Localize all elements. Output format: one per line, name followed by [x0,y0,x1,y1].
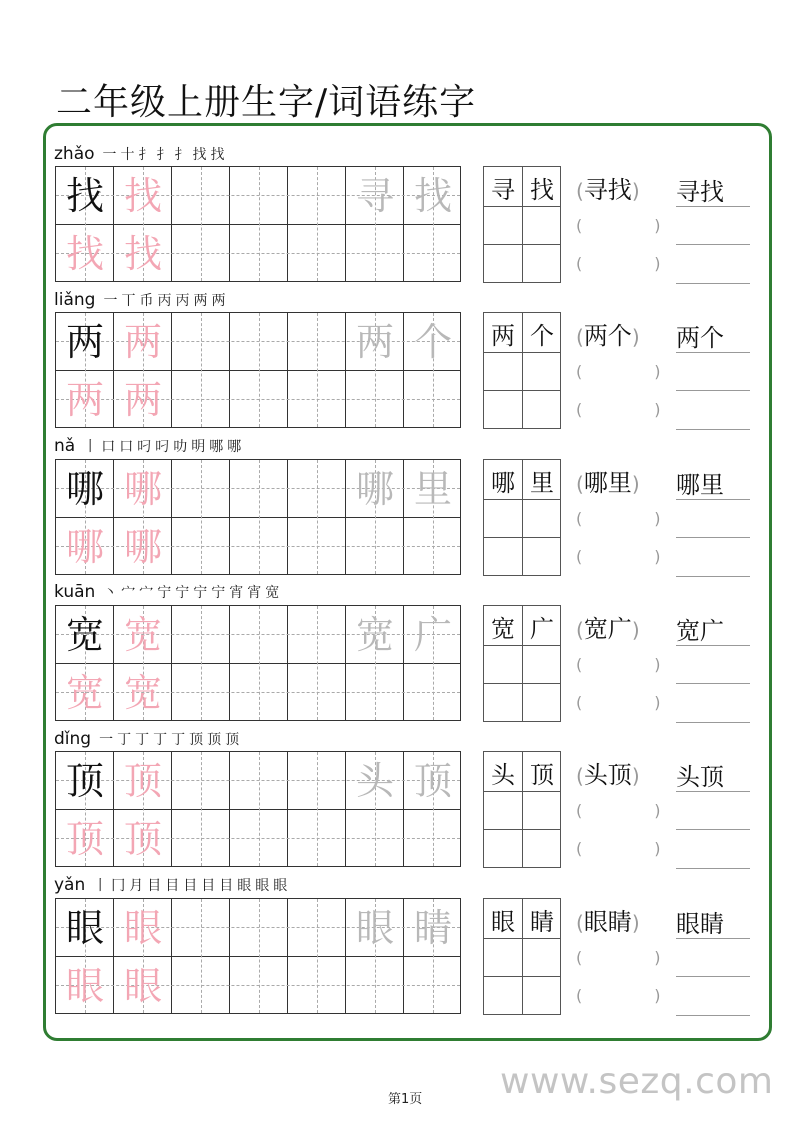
writing-cell[interactable] [230,313,288,371]
grid-line [484,390,560,391]
stroke-step: 找 [210,146,225,163]
stroke-step: 叼 [155,439,170,456]
grid-line [484,976,560,977]
trace-character: 哪 [123,466,162,511]
writing-cell[interactable] [172,899,230,957]
writing-line[interactable] [676,537,750,538]
writing-line[interactable] [676,868,750,869]
paren-open: ( [576,179,584,203]
trace-character: 宽 [65,670,104,715]
writing-cell[interactable] [288,957,346,1015]
word-box-character: 头 [491,761,515,790]
writing-cell[interactable] [404,664,462,722]
practice-grid [55,751,461,867]
word-trace-character: 哪 [355,466,394,511]
writing-cell[interactable] [172,313,230,371]
writing-cell[interactable] [172,752,230,810]
writing-cell[interactable] [230,167,288,225]
model-character: 宽 [65,612,104,657]
stroke-step: 丁 [171,731,186,748]
writing-line[interactable] [676,352,750,353]
stroke-step: 宵 [229,585,244,602]
pinyin-label: dǐng [54,728,92,749]
underlined-word: 哪里 [676,470,724,499]
stroke-step: 目 [219,878,234,894]
stroke-step: 冂 [111,878,126,894]
writing-line[interactable] [676,645,750,646]
writing-cell[interactable] [230,371,288,429]
writing-cell[interactable] [288,664,346,722]
parenthesized-word [576,755,640,790]
empty-paren-slot[interactable]: ( ) [576,801,661,821]
grid-line [484,791,560,792]
grid-line [484,683,560,684]
writing-line[interactable] [676,499,750,500]
practice-block [0,144,800,290]
stroke-step: 目 [165,878,180,894]
writing-cell[interactable] [230,460,288,518]
writing-cell[interactable] [172,225,230,283]
stroke-order-row [54,875,291,899]
trace-character: 顶 [123,759,162,804]
grid-line [484,829,560,830]
practice-grid [55,605,461,721]
writing-line[interactable] [676,429,750,430]
trace-character: 宽 [123,612,162,657]
writing-line[interactable] [676,576,750,577]
word-box [483,166,561,283]
trace-character: 找 [123,232,162,276]
grid-line [484,938,560,939]
writing-line[interactable] [676,829,750,830]
model-character: 两 [65,320,104,365]
writing-cell[interactable] [172,810,230,868]
writing-cell[interactable] [172,460,230,518]
writing-line[interactable] [676,791,750,792]
writing-line[interactable] [676,390,750,391]
writing-cell[interactable] [172,518,230,576]
writing-cell[interactable] [404,810,462,868]
word-box-character: 哪 [491,468,515,497]
word-box-character: 两 [491,322,515,351]
stroke-step: 眼 [237,878,252,894]
word-trace-character: 顶 [413,759,452,804]
word-box-character: 寻 [491,176,515,204]
watermark: www.sezq.com [500,1061,774,1102]
trace-character: 两 [123,320,162,365]
practice-grid [55,312,461,428]
practice-block [0,729,800,875]
trace-character: 两 [65,378,104,423]
trace-character: 两 [123,378,162,423]
model-character: 找 [65,174,104,218]
stroke-step: 目 [201,878,216,894]
pinyin-label: kuān [54,582,96,603]
grid-line [484,499,560,500]
word-box [483,459,561,576]
stroke-step: 宵 [247,585,262,602]
word-box-character: 找 [530,176,554,204]
empty-paren-slot[interactable]: ( ) [576,947,661,967]
model-character: 顶 [65,759,104,804]
writing-cell[interactable] [346,810,404,868]
word-box-character: 里 [530,468,554,497]
underlined-word: 寻找 [676,178,724,206]
pinyin-label: nǎ [54,436,76,457]
stroke-order-row [54,582,283,606]
empty-paren-slot[interactable]: ( ) [576,546,661,566]
writing-cell[interactable] [172,664,230,722]
trace-character: 眼 [123,963,162,1008]
word-trace-character: 眼 [355,905,394,950]
writing-cell[interactable] [288,810,346,868]
stroke-step: 十 [120,146,135,163]
stroke-step: 宽 [265,585,280,602]
grid-line [484,206,560,207]
underlined-word: 眼睛 [676,909,724,938]
stroke-step: 目 [147,878,162,894]
word-trace-character: 寻 [355,174,394,218]
practice-grid [55,459,461,575]
pinyin-label: zhǎo [54,143,95,164]
writing-cell[interactable] [346,518,404,576]
writing-cell[interactable] [288,167,346,225]
stroke-step: 哪 [209,439,224,456]
stroke-step: 丶 [103,585,118,602]
stroke-step: 月 [129,878,144,894]
word-box-character: 广 [530,614,554,643]
paren-open: ( [576,764,584,789]
paren-open: ( [576,325,584,350]
stroke-step: 顶 [225,731,240,748]
stroke-step: 宁 [211,585,226,602]
word-trace-character: 广 [413,612,452,657]
stroke-step: 找 [192,146,207,163]
writing-line[interactable] [676,283,750,284]
writing-cell[interactable] [172,371,230,429]
word-box [483,751,561,868]
writing-cell[interactable] [288,899,346,957]
writing-cell[interactable] [288,518,346,576]
trace-character: 眼 [65,963,104,1008]
stroke-step: 扌 [156,146,171,163]
writing-line[interactable] [676,938,750,939]
writing-line[interactable] [676,206,750,207]
stroke-step: 宀 [139,585,154,602]
stroke-order-row [54,436,245,460]
parenthesized-word [576,463,640,498]
grid-line [484,645,560,646]
stroke-step: 叼 [137,439,152,456]
writing-cell[interactable] [230,225,288,283]
stroke-step: 宀 [121,585,136,602]
pinyin-label: yǎn [54,875,86,895]
word-text: 寻找 [583,176,632,204]
grid-line [484,352,560,353]
parenthesized-word [576,170,640,205]
trace-character: 宽 [123,670,162,715]
stroke-step: 丨 [93,878,108,894]
model-character: 眼 [65,905,104,950]
empty-paren-slot[interactable]: ( ) [576,362,661,382]
stroke-order-row [54,289,229,313]
word-trace-character: 睛 [413,905,452,950]
stroke-step: 明 [191,439,206,456]
empty-paren-slot[interactable]: ( ) [576,985,661,1005]
writing-cell[interactable] [346,664,404,722]
empty-paren-slot[interactable]: ( ) [576,839,661,859]
page-number: 第1页 [388,1092,423,1107]
practice-block [0,583,800,729]
writing-line[interactable] [676,722,750,723]
grid-line [484,537,560,538]
trace-character: 顶 [65,817,104,862]
stroke-step: 丅 [121,292,136,309]
word-box [483,898,561,1015]
stroke-step: 丨 [83,439,98,456]
word-trace-character: 个 [413,320,452,365]
writing-cell[interactable] [230,752,288,810]
stroke-step: 丁 [117,731,132,748]
empty-paren-slot[interactable]: ( ) [576,692,661,712]
underlined-word: 宽广 [676,616,724,645]
paren-open: ( [576,617,584,642]
stroke-step: 丁 [153,731,168,748]
writing-cell[interactable] [404,225,462,283]
page-title: 二年级上册生字/词语练字 [56,82,477,123]
word-text: 宽广 [583,614,632,643]
writing-cell[interactable] [346,225,404,283]
practice-block [0,876,800,1022]
writing-cell[interactable] [172,957,230,1015]
writing-cell[interactable] [230,606,288,664]
paren-close: ) [631,910,640,935]
stroke-step: 眼 [273,878,288,894]
parenthesized-word [576,902,640,937]
underlined-word: 两个 [676,324,724,353]
stroke-step: 扌 [138,146,153,163]
stroke-step: 两 [211,292,226,309]
word-text: 头顶 [583,761,632,790]
empty-paren-slot[interactable]: ( ) [576,254,661,273]
stroke-step: 扌 [174,146,189,163]
writing-cell[interactable] [288,371,346,429]
writing-cell[interactable] [172,606,230,664]
writing-line[interactable] [676,1015,750,1016]
stroke-order-row [54,143,229,167]
paren-close: ) [631,471,640,496]
practice-grid [55,166,461,282]
word-trace-character: 宽 [355,612,394,657]
empty-paren-slot[interactable]: ( ) [576,216,661,235]
writing-cell[interactable] [230,957,288,1015]
word-text: 眼睛 [583,907,632,936]
word-trace-character: 两 [355,320,394,365]
writing-cell[interactable] [288,606,346,664]
writing-cell[interactable] [404,957,462,1015]
writing-cell[interactable] [288,225,346,283]
word-text: 哪里 [583,468,632,497]
stroke-step: 哪 [227,439,242,456]
parenthesized-word [576,609,640,644]
empty-paren-slot[interactable]: ( ) [576,654,661,674]
paren-close: ) [631,179,640,203]
writing-line[interactable] [676,244,750,245]
stroke-step: 叻 [173,439,188,456]
stroke-step: 顶 [207,731,222,748]
trace-character: 找 [123,174,162,218]
writing-cell[interactable] [230,664,288,722]
word-box-character: 眼 [491,907,515,936]
word-trace-character: 里 [413,466,452,511]
trace-character: 眼 [123,905,162,950]
writing-cell[interactable] [404,371,462,429]
writing-cell[interactable] [346,957,404,1015]
empty-paren-slot[interactable]: ( ) [576,508,661,528]
stroke-step: 丙 [157,292,172,309]
stroke-order-row [54,728,243,752]
word-box-character: 睛 [530,907,554,936]
paren-close: ) [631,764,640,789]
writing-cell[interactable] [230,518,288,576]
stroke-step: 两 [193,292,208,309]
writing-cell[interactable] [346,371,404,429]
stroke-step: 口 [119,439,134,456]
model-character: 哪 [65,466,104,511]
stroke-step: 丁 [135,731,150,748]
parenthesized-word [576,316,640,351]
practice-grid [55,898,461,1014]
trace-character: 哪 [123,524,162,569]
trace-character: 顶 [123,817,162,862]
pinyin-label: liǎng [54,289,96,310]
stroke-step: 币 [139,292,154,309]
stroke-step: 一 [99,731,114,748]
word-trace-character: 找 [413,174,452,218]
writing-line[interactable] [676,976,750,977]
trace-character: 找 [65,232,104,276]
writing-cell[interactable] [288,313,346,371]
writing-line[interactable] [676,683,750,684]
word-box-character: 顶 [530,761,554,790]
word-trace-character: 头 [355,759,394,804]
practice-block [0,437,800,583]
word-box-character: 宽 [491,614,515,643]
stroke-step: 眼 [255,878,270,894]
stroke-step: 宁 [175,585,190,602]
trace-character: 哪 [65,524,104,569]
writing-cell[interactable] [404,518,462,576]
paren-close: ) [631,325,640,350]
stroke-step: 一 [102,146,117,163]
writing-cell[interactable] [172,167,230,225]
stroke-step: 一 [103,292,118,309]
paren-close: ) [631,617,640,642]
practice-block [0,290,800,436]
paren-open: ( [576,910,584,935]
writing-cell[interactable] [230,810,288,868]
writing-cell[interactable] [230,899,288,957]
stroke-step: 顶 [189,731,204,748]
grid-line [484,244,560,245]
underlined-word: 头顶 [676,763,724,792]
word-box-character: 个 [530,322,554,351]
stroke-step: 宁 [193,585,208,602]
writing-cell[interactable] [288,752,346,810]
writing-cell[interactable] [288,460,346,518]
empty-paren-slot[interactable]: ( ) [576,400,661,420]
word-box [483,312,561,429]
paren-open: ( [576,471,584,496]
stroke-step: 丙 [175,292,190,309]
stroke-step: 口 [101,439,116,456]
stroke-step: 目 [183,878,198,894]
word-box [483,605,561,722]
stroke-step: 宁 [157,585,172,602]
word-text: 两个 [583,322,632,351]
